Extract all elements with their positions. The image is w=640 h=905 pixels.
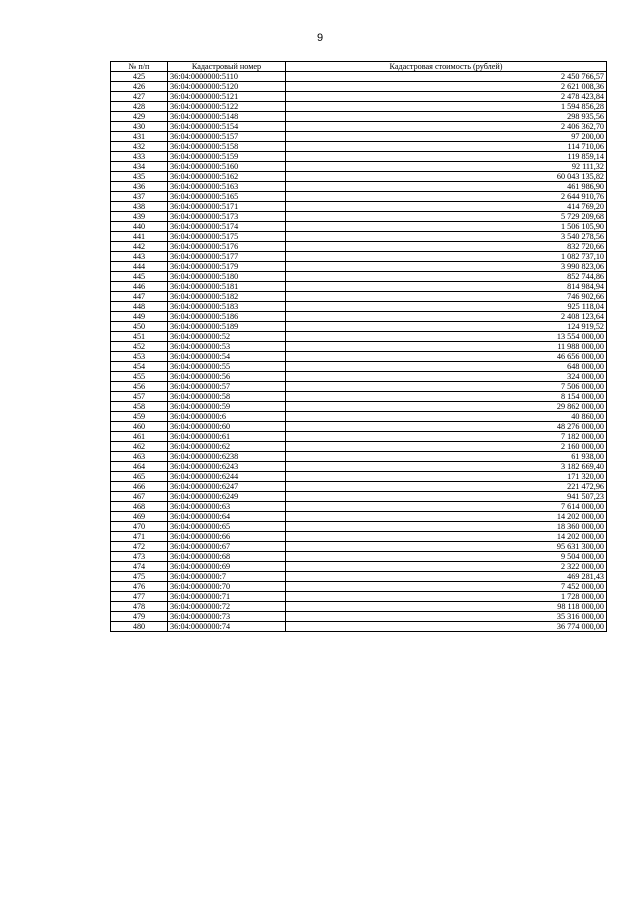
cadastral-number-cell: 36:04:0000000:5175 [168, 232, 286, 242]
row-number-cell: 437 [111, 192, 168, 202]
table-row [111, 392, 607, 402]
cadastral-value-cell: 2 450 766,57 [286, 72, 607, 82]
row-number-cell: 450 [111, 322, 168, 332]
table-row [111, 452, 607, 462]
cadastral-value-cell: 171 320,00 [286, 472, 607, 482]
cadastral-value-cell: 124 919,52 [286, 322, 607, 332]
cadastral-value-cell: 414 769,20 [286, 202, 607, 212]
row-number-cell: 476 [111, 582, 168, 592]
cadastral-number-cell: 36:04:0000000:6 [168, 412, 286, 422]
table-row [111, 492, 607, 502]
table-row [111, 252, 607, 262]
cadastral-value-cell: 92 111,32 [286, 162, 607, 172]
cadastral-value-cell: 832 720,66 [286, 242, 607, 252]
table-row [111, 132, 607, 142]
cadastral-number-cell: 36:04:0000000:5165 [168, 192, 286, 202]
table-row [111, 92, 607, 102]
row-number-cell: 439 [111, 212, 168, 222]
row-number-cell: 444 [111, 262, 168, 272]
row-number-cell: 468 [111, 502, 168, 512]
row-number-cell: 443 [111, 252, 168, 262]
table-row [111, 352, 607, 362]
table-row [111, 572, 607, 582]
cadastral-value-cell: 1 506 105,90 [286, 222, 607, 232]
row-number-cell: 474 [111, 562, 168, 572]
cadastral-value-cell: 2 621 008,36 [286, 82, 607, 92]
table-row [111, 532, 607, 542]
cadastral-value-cell: 221 472,96 [286, 482, 607, 492]
table-row [111, 592, 607, 602]
cadastral-value-cell: 35 316 000,00 [286, 612, 607, 622]
row-number-cell: 473 [111, 552, 168, 562]
cadastral-number-cell: 36:04:0000000:5163 [168, 182, 286, 192]
cadastral-number-cell: 36:04:0000000:71 [168, 592, 286, 602]
row-number-cell: 431 [111, 132, 168, 142]
row-number-cell: 425 [111, 72, 168, 82]
cadastral-number-cell: 36:04:0000000:5158 [168, 142, 286, 152]
table-row [111, 622, 607, 632]
row-number-cell: 463 [111, 452, 168, 462]
table-row [111, 412, 607, 422]
cadastral-number-cell: 36:04:0000000:5174 [168, 222, 286, 232]
table-row [111, 502, 607, 512]
row-number-cell: 427 [111, 92, 168, 102]
cadastral-number-cell: 36:04:0000000:73 [168, 612, 286, 622]
cadastral-number-cell: 36:04:0000000:74 [168, 622, 286, 632]
row-number-cell: 459 [111, 412, 168, 422]
table-row [111, 102, 607, 112]
row-number-cell: 428 [111, 102, 168, 112]
table-row [111, 552, 607, 562]
table-header [111, 62, 607, 72]
cadastral-value-cell: 29 862 000,00 [286, 402, 607, 412]
cadastral-number-cell: 36:04:0000000:5181 [168, 282, 286, 292]
cadastral-number-cell: 36:04:0000000:6249 [168, 492, 286, 502]
cadastral-number-cell: 36:04:0000000:5173 [168, 212, 286, 222]
row-number-cell: 472 [111, 542, 168, 552]
cadastral-value-cell: 2 408 123,64 [286, 312, 607, 322]
table-row [111, 582, 607, 592]
table-row [111, 192, 607, 202]
table-row [111, 402, 607, 412]
table-row [111, 222, 607, 232]
cadastral-number-cell: 36:04:0000000:7 [168, 572, 286, 582]
cadastral-number-cell: 36:04:0000000:68 [168, 552, 286, 562]
cadastral-value-cell: 7 452 000,00 [286, 582, 607, 592]
cadastral-number-cell: 36:04:0000000:57 [168, 382, 286, 392]
cadastral-number-cell: 36:04:0000000:60 [168, 422, 286, 432]
row-number-cell: 433 [111, 152, 168, 162]
row-number-cell: 479 [111, 612, 168, 622]
cadastral-value-cell: 814 984,94 [286, 282, 607, 292]
cadastral-number-cell: 36:04:0000000:5179 [168, 262, 286, 272]
table-row [111, 112, 607, 122]
row-number-cell: 426 [111, 82, 168, 92]
cadastral-number-cell: 36:04:0000000:6247 [168, 482, 286, 492]
table-row [111, 542, 607, 552]
cadastral-number-cell: 36:04:0000000:72 [168, 602, 286, 612]
table-row [111, 82, 607, 92]
row-number-cell: 452 [111, 342, 168, 352]
table-row [111, 562, 607, 572]
cadastral-value-cell: 941 507,23 [286, 492, 607, 502]
cadastral-value-cell: 852 744,86 [286, 272, 607, 282]
table-row [111, 142, 607, 152]
table-row [111, 292, 607, 302]
table-row [111, 522, 607, 532]
cadastral-number-cell: 36:04:0000000:5120 [168, 82, 286, 92]
row-number-cell: 449 [111, 312, 168, 322]
cadastral-number-cell: 36:04:0000000:5154 [168, 122, 286, 132]
row-number-cell: 461 [111, 432, 168, 442]
cadastral-number-cell: 36:04:0000000:5177 [168, 252, 286, 262]
header-cadastral-value: Кадастровая стоимость (рублей) [286, 62, 607, 72]
table-row [111, 422, 607, 432]
cadastral-value-cell: 3 182 669,40 [286, 462, 607, 472]
row-number-cell: 440 [111, 222, 168, 232]
header-cadastral-number: Кадастровый номер [168, 62, 286, 72]
row-number-cell: 438 [111, 202, 168, 212]
row-number-cell: 477 [111, 592, 168, 602]
cadastral-value-cell: 925 118,04 [286, 302, 607, 312]
cadastral-number-cell: 36:04:0000000:69 [168, 562, 286, 572]
cadastral-number-cell: 36:04:0000000:65 [168, 522, 286, 532]
row-number-cell: 435 [111, 172, 168, 182]
cadastral-value-cell: 469 281,43 [286, 572, 607, 582]
row-number-cell: 447 [111, 292, 168, 302]
row-number-cell: 467 [111, 492, 168, 502]
cadastral-number-cell: 36:04:0000000:66 [168, 532, 286, 542]
row-number-cell: 478 [111, 602, 168, 612]
cadastral-number-cell: 36:04:0000000:5176 [168, 242, 286, 252]
cadastral-number-cell: 36:04:0000000:64 [168, 512, 286, 522]
cadastral-number-cell: 36:04:0000000:5183 [168, 302, 286, 312]
cadastral-value-cell: 2 478 423,84 [286, 92, 607, 102]
cadastral-number-cell: 36:04:0000000:6243 [168, 462, 286, 472]
table-row [111, 242, 607, 252]
cadastral-value-cell: 18 360 000,00 [286, 522, 607, 532]
cadastral-value-cell: 95 631 300,00 [286, 542, 607, 552]
cadastral-value-cell: 298 935,56 [286, 112, 607, 122]
cadastral-value-cell: 461 986,90 [286, 182, 607, 192]
cadastral-value-cell: 2 322 000,00 [286, 562, 607, 572]
cadastral-value-cell: 5 729 209,68 [286, 212, 607, 222]
cadastral-number-cell: 36:04:0000000:5162 [168, 172, 286, 182]
row-number-cell: 445 [111, 272, 168, 282]
cadastral-number-cell: 36:04:0000000:5157 [168, 132, 286, 142]
cadastral-number-cell: 36:04:0000000:58 [168, 392, 286, 402]
table-row [111, 232, 607, 242]
table-row [111, 152, 607, 162]
cadastral-number-cell: 36:04:0000000:6238 [168, 452, 286, 462]
row-number-cell: 464 [111, 462, 168, 472]
cadastral-value-cell: 98 118 000,00 [286, 602, 607, 612]
cadastral-value-cell: 114 710,06 [286, 142, 607, 152]
cadastral-number-cell: 36:04:0000000:67 [168, 542, 286, 552]
table-row [111, 602, 607, 612]
cadastral-number-cell: 36:04:0000000:61 [168, 432, 286, 442]
header-row-number: № п/п [111, 62, 168, 72]
cadastral-number-cell: 36:04:0000000:5110 [168, 72, 286, 82]
cadastral-number-cell: 36:04:0000000:5160 [168, 162, 286, 172]
table-row [111, 512, 607, 522]
table-body [111, 72, 607, 632]
cadastral-value-cell: 2 644 910,76 [286, 192, 607, 202]
row-number-cell: 441 [111, 232, 168, 242]
cadastral-value-cell: 119 859,14 [286, 152, 607, 162]
cadastral-number-cell: 36:04:0000000:5186 [168, 312, 286, 322]
cadastral-value-cell: 746 902,66 [286, 292, 607, 302]
cadastral-value-cell: 13 554 000,00 [286, 332, 607, 342]
table-row [111, 172, 607, 182]
cadastral-number-cell: 36:04:0000000:56 [168, 372, 286, 382]
table-row [111, 362, 607, 372]
row-number-cell: 475 [111, 572, 168, 582]
table-row [111, 302, 607, 312]
cadastral-value-cell: 36 774 000,00 [286, 622, 607, 632]
cadastral-number-cell: 36:04:0000000:5180 [168, 272, 286, 282]
table-row [111, 272, 607, 282]
cadastral-number-cell: 36:04:0000000:70 [168, 582, 286, 592]
cadastral-value-cell: 7 182 000,00 [286, 432, 607, 442]
table-row [111, 382, 607, 392]
cadastral-number-cell: 36:04:0000000:55 [168, 362, 286, 372]
table-row [111, 372, 607, 382]
row-number-cell: 434 [111, 162, 168, 172]
cadastral-value-cell: 7 614 000,00 [286, 502, 607, 512]
row-number-cell: 458 [111, 402, 168, 412]
row-number-cell: 432 [111, 142, 168, 152]
cadastral-value-cell: 14 202 000,00 [286, 532, 607, 542]
cadastral-number-cell: 36:04:0000000:6244 [168, 472, 286, 482]
cadastral-value-cell: 11 988 000,00 [286, 342, 607, 352]
cadastral-value-table [110, 61, 607, 632]
table-row [111, 182, 607, 192]
row-number-cell: 469 [111, 512, 168, 522]
table-row [111, 122, 607, 132]
cadastral-number-cell: 36:04:0000000:59 [168, 402, 286, 412]
table-row [111, 482, 607, 492]
table-row [111, 202, 607, 212]
table-row [111, 472, 607, 482]
row-number-cell: 471 [111, 532, 168, 542]
row-number-cell: 446 [111, 282, 168, 292]
cadastral-number-cell: 36:04:0000000:5171 [168, 202, 286, 212]
cadastral-value-cell: 2 406 362,70 [286, 122, 607, 132]
cadastral-number-cell: 36:04:0000000:5122 [168, 102, 286, 112]
table-row [111, 322, 607, 332]
cadastral-value-cell: 60 043 135,82 [286, 172, 607, 182]
cadastral-value-cell: 9 504 000,00 [286, 552, 607, 562]
row-number-cell: 451 [111, 332, 168, 342]
cadastral-value-cell: 3 540 278,56 [286, 232, 607, 242]
row-number-cell: 465 [111, 472, 168, 482]
cadastral-number-cell: 36:04:0000000:63 [168, 502, 286, 512]
cadastral-number-cell: 36:04:0000000:54 [168, 352, 286, 362]
table-row [111, 72, 607, 82]
cadastral-value-cell: 61 938,00 [286, 452, 607, 462]
cadastral-value-cell: 8 154 000,00 [286, 392, 607, 402]
cadastral-value-cell: 3 990 823,06 [286, 262, 607, 272]
table-row [111, 462, 607, 472]
cadastral-number-cell: 36:04:0000000:52 [168, 332, 286, 342]
cadastral-value-cell: 648 000,00 [286, 362, 607, 372]
table-row [111, 612, 607, 622]
cadastral-number-cell: 36:04:0000000:5148 [168, 112, 286, 122]
cadastral-value-cell: 46 656 000,00 [286, 352, 607, 362]
cadastral-value-cell: 1 728 000,00 [286, 592, 607, 602]
row-number-cell: 453 [111, 352, 168, 362]
row-number-cell: 480 [111, 622, 168, 632]
page-number: 9 [316, 32, 324, 44]
cadastral-value-cell: 40 860,00 [286, 412, 607, 422]
row-number-cell: 436 [111, 182, 168, 192]
cadastral-number-cell: 36:04:0000000:5189 [168, 322, 286, 332]
row-number-cell: 429 [111, 112, 168, 122]
table-row [111, 332, 607, 342]
table-row [111, 312, 607, 322]
cadastral-value-cell: 1 594 856,28 [286, 102, 607, 112]
row-number-cell: 460 [111, 422, 168, 432]
cadastral-value-cell: 7 506 000,00 [286, 382, 607, 392]
cadastral-number-cell: 36:04:0000000:53 [168, 342, 286, 352]
row-number-cell: 455 [111, 372, 168, 382]
cadastral-value-cell: 1 082 737,10 [286, 252, 607, 262]
table-row [111, 212, 607, 222]
cadastral-number-cell: 36:04:0000000:5159 [168, 152, 286, 162]
row-number-cell: 442 [111, 242, 168, 252]
cadastral-value-cell: 48 276 000,00 [286, 422, 607, 432]
table-row [111, 442, 607, 452]
cadastral-value-cell: 14 202 000,00 [286, 512, 607, 522]
table-row [111, 162, 607, 172]
table-row [111, 282, 607, 292]
table-row [111, 262, 607, 272]
row-number-cell: 456 [111, 382, 168, 392]
row-number-cell: 448 [111, 302, 168, 312]
row-number-cell: 462 [111, 442, 168, 452]
row-number-cell: 470 [111, 522, 168, 532]
table-row [111, 432, 607, 442]
row-number-cell: 430 [111, 122, 168, 132]
cadastral-number-cell: 36:04:0000000:62 [168, 442, 286, 452]
row-number-cell: 454 [111, 362, 168, 372]
cadastral-value-cell: 2 160 000,00 [286, 442, 607, 452]
cadastral-value-cell: 97 200,00 [286, 132, 607, 142]
cadastral-number-cell: 36:04:0000000:5182 [168, 292, 286, 302]
row-number-cell: 457 [111, 392, 168, 402]
cadastral-value-cell: 324 000,00 [286, 372, 607, 382]
table-row [111, 342, 607, 352]
row-number-cell: 466 [111, 482, 168, 492]
header-row [111, 62, 607, 72]
cadastral-number-cell: 36:04:0000000:5121 [168, 92, 286, 102]
